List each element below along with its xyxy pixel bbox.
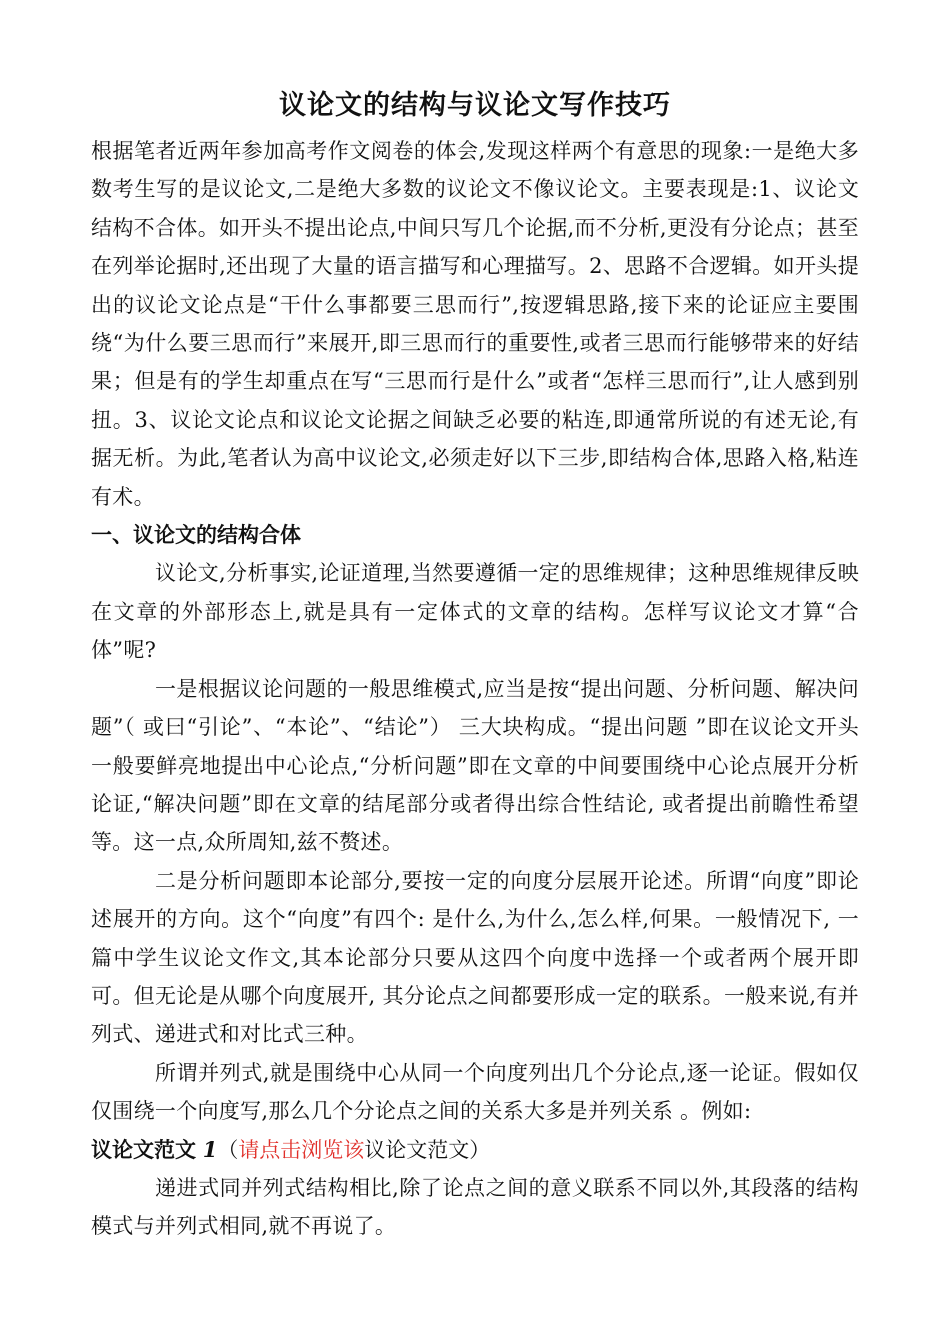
example-suffix: 议论文范文） xyxy=(364,1137,491,1162)
intro-paragraph: 根据笔者近两年参加高考作文阅卷的体会,发现这样两个有意思的现象:一是绝大多数考生写的是议论文,二是绝大多数的议论文不像议论文。主要表现是:1、议论文结构不合体。如开头不提出论点,中间只写几个论据,而不分析,更没有分论点；甚至在列举论据时,还出现了大量的语言描写和心理描写。2、思路不合逻辑。如开头提出的议论文论点是“干什么事都要三思而行”,按逻辑思路,接下来的论证应主要围绕“为什么要三思而行”来展开,即三思而行的重要性,或者三思而行能够带来的好结果；但是有的学生却重点在写“三思而行是什么”或者“怎样三思而行”,让人感到别扭。3、议论文论点和议论文论据之间缺乏必要的粘连,即通常所说的有述无论,有据无析。为此,笔者认为高中议论文,必须走好以下三步,即结构合体,思路入格,粘连有术。 xyxy=(91,139,859,509)
section-heading-structure: 一、议论文的结构合体 xyxy=(91,522,301,548)
example-label: 议论文范文 xyxy=(91,1136,196,1162)
body-paragraph-5: 递进式同并列式结构相比,除了论点之间的意义联系不同以外,其段落的结构模式与并列式相同,就不再说了。 xyxy=(91,1175,859,1239)
example-open-paren: （ xyxy=(217,1137,239,1162)
document-title: 议论文的结构与议论文写作技巧 xyxy=(279,90,671,121)
body-paragraph-4: 所谓并列式,就是围绕中心从同一个向度列出几个分论点,逐一论证。假如仅仅围绕一个向度写,那么几个分论点之间的关系大多是并列关系 。例如: xyxy=(91,1060,859,1124)
example-reference-line xyxy=(91,1131,859,1169)
body-paragraph-2: 一是根据议论问题的一般思维模式,应当是按“提出问题、分析问题、解决问题”（ 或曰“引论”、“本论”、“结论”） 三大块构成。“提出问题 ”即在议论文开头一般要鲜亮地提出中心论点,“分析问题”即在文章的中间要围绕中心论点展开分析论证,“解决问题”即在文章的结尾部分或者得出综合性结论, 或者提出前瞻性希望等。这一点,众所周知,兹不赘述。 xyxy=(91,676,859,855)
example-browse-link[interactable]: 请点击浏览该 xyxy=(238,1137,365,1162)
example-number: 1 xyxy=(202,1136,218,1162)
body-paragraph-1: 议论文,分析事实,论证道理,当然要遵循一定的思维规律；这种思维规律反映在文章的外部形态上,就是具有一定体式的文章的结构。怎样写议论文才算“合体”呢? xyxy=(91,561,859,663)
body-paragraph-3: 二是分析问题即本论部分,要按一定的向度分层展开论述。所谓“向度”即论述展开的方向。这个“向度”有四个: 是什么,为什么,怎么样,何果。一般情况下, 一篇中学生议论文作文,其本论部分只要从这四个向度中选择一个或者两个展开即可。但无论是从哪个向度展开, 其分论点之间都要形成一定的联系。一般来说,有并列式、递进式和对比式三种。 xyxy=(91,868,859,1047)
document-page xyxy=(91,86,859,1246)
